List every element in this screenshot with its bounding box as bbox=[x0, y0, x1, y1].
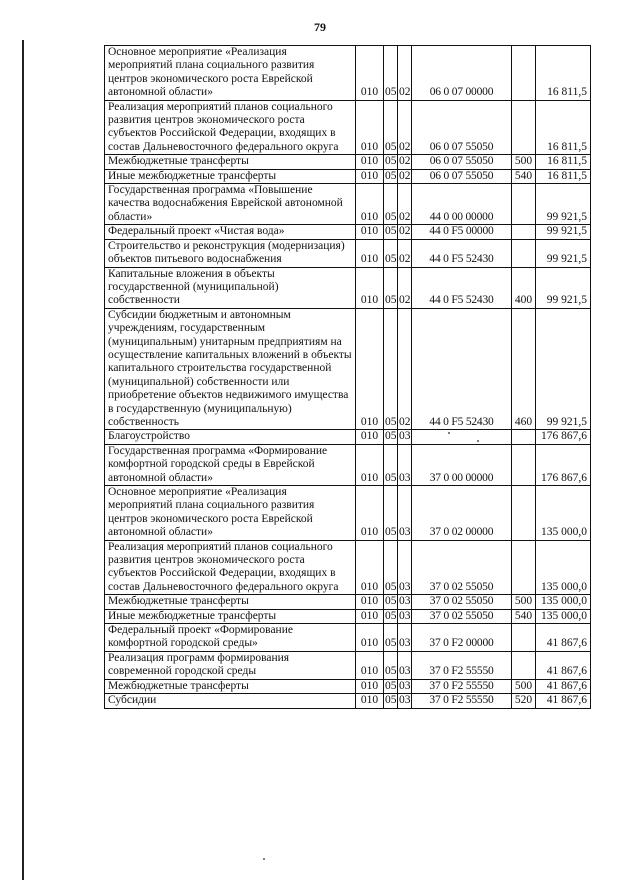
row-ved-code: 010 bbox=[356, 155, 384, 169]
row-section-code: 05 bbox=[385, 430, 397, 443]
row-name: Строительство и реконструкция (модернизация) объектов питьевого водоснабжения bbox=[105, 239, 356, 267]
row-expense-type: 500 bbox=[512, 155, 536, 169]
row-subsection-code: 02 bbox=[399, 225, 411, 238]
row-ved-code: 010 bbox=[356, 609, 384, 623]
row-name: Межбюджетные трансферты bbox=[105, 679, 356, 693]
row-name: Благоустройство bbox=[105, 430, 356, 444]
row-target-article: 44 0 F5 52430 bbox=[412, 308, 512, 430]
scan-speck bbox=[477, 440, 479, 442]
row-ved-code: 010 bbox=[356, 46, 384, 101]
row-target-article: 37 0 02 55050 bbox=[412, 609, 512, 623]
row-name: Иные межбюджетные трансферты bbox=[105, 169, 356, 183]
row-section-code: 05 bbox=[384, 651, 398, 679]
row-section-code: 05 bbox=[385, 694, 397, 707]
row-expense-type bbox=[512, 444, 536, 485]
row-section-code: 05 bbox=[385, 679, 397, 692]
row-subsection-code: 02 bbox=[398, 184, 412, 225]
row-expense-type: 540 bbox=[512, 609, 536, 623]
table-row bbox=[105, 595, 591, 609]
table-row bbox=[105, 155, 591, 169]
row-amount: 99 921,5 bbox=[536, 225, 591, 239]
row-subsection-code: 02 bbox=[398, 100, 412, 155]
row-amount: 135 000,0 bbox=[536, 595, 591, 609]
row-target-article: 37 0 00 00000 bbox=[412, 444, 512, 485]
table-row bbox=[105, 651, 591, 679]
scan-speck bbox=[448, 432, 450, 434]
row-amount: 135 000,0 bbox=[536, 540, 591, 595]
row-amount: 16 811,5 bbox=[536, 155, 591, 169]
row-ved-code: 010 bbox=[356, 267, 384, 308]
row-name: Реализация мероприятий планов социального развития центров экономического роста субъектов Российской Федерации, входящих в состав Дальневосточного федерального округа bbox=[105, 100, 356, 155]
row-ved-code: 010 bbox=[356, 444, 384, 485]
row-target-article: 37 0 F2 55550 bbox=[412, 679, 512, 693]
row-expense-type bbox=[512, 540, 536, 595]
row-target-article: 44 0 00 00000 bbox=[412, 184, 512, 225]
row-name: Основное мероприятие «Реализация мероприятий плана социального развития центров экономического роста Еврейской автономной области» bbox=[105, 46, 356, 101]
row-subsection-code: 03 bbox=[398, 444, 412, 485]
row-amount: 99 921,5 bbox=[536, 184, 591, 225]
row-target-article: 37 0 02 55050 bbox=[412, 595, 512, 609]
row-section-code: 05 bbox=[384, 239, 398, 267]
row-expense-type bbox=[512, 184, 536, 225]
row-amount: 41 867,6 bbox=[536, 624, 591, 652]
row-target-article: 06 0 07 55050 bbox=[412, 169, 512, 183]
row-ved-code: 010 bbox=[356, 225, 384, 239]
row-section-code: 05 bbox=[384, 46, 398, 101]
row-amount: 41 867,6 bbox=[536, 694, 591, 708]
row-target-article: 44 0 F5 52430 bbox=[412, 267, 512, 308]
row-amount: 135 000,0 bbox=[536, 609, 591, 623]
table-row bbox=[105, 430, 591, 444]
row-subsection-code: 03 bbox=[398, 486, 412, 541]
page-number: 79 bbox=[314, 20, 326, 34]
row-target-article: 06 0 07 55050 bbox=[412, 155, 512, 169]
row-expense-type bbox=[512, 624, 536, 652]
row-section-code: 05 bbox=[384, 540, 398, 595]
budget-table-body bbox=[105, 46, 591, 709]
row-target-article: 06 0 07 55050 bbox=[412, 100, 512, 155]
row-target-article: 37 0 02 55050 bbox=[412, 540, 512, 595]
row-section-code: 05 bbox=[384, 308, 398, 430]
row-section-code: 05 bbox=[385, 225, 397, 238]
row-target-article: 44 0 F5 52430 bbox=[412, 239, 512, 267]
row-subsection-code: 03 bbox=[398, 540, 412, 595]
row-name: Государственная программа «Формирование комфортной городской среды в Еврейской автономной области» bbox=[105, 444, 356, 485]
row-subsection-code: 03 bbox=[398, 651, 412, 679]
row-expense-type bbox=[512, 46, 536, 101]
table-row bbox=[105, 486, 591, 541]
row-ved-code: 010 bbox=[356, 624, 384, 652]
row-expense-type bbox=[512, 651, 536, 679]
table-row bbox=[105, 225, 591, 239]
table-row bbox=[105, 609, 591, 623]
row-ved-code: 010 bbox=[356, 595, 384, 609]
row-amount: 16 811,5 bbox=[536, 169, 591, 183]
row-name: Межбюджетные трансферты bbox=[105, 155, 356, 169]
row-amount: 176 867,6 bbox=[536, 444, 591, 485]
row-name: Государственная программа «Повышение качества водоснабжения Еврейской автономной области» bbox=[105, 184, 356, 225]
row-subsection-code: 02 bbox=[399, 169, 411, 182]
row-name: Федеральный проект «Чистая вода» bbox=[105, 225, 356, 239]
row-section-code: 05 bbox=[385, 595, 397, 608]
row-name: Субсидии бюджетным и автономным учреждениям, государственным (муниципальным) унитарным предприятиям на осуществление капитальных вложений в объекты капитального строительства государственной (муниципальной) собственности или приобретение объектов недвижимого имущества в государственную (муниципальную) собственность bbox=[105, 308, 356, 430]
row-expense-type: 400 bbox=[512, 267, 536, 308]
row-ved-code: 010 bbox=[356, 430, 384, 444]
table-row bbox=[105, 46, 591, 101]
row-section-code: 05 bbox=[384, 267, 398, 308]
row-amount: 99 921,5 bbox=[536, 239, 591, 267]
row-target-article: 37 0 F2 55550 bbox=[412, 651, 512, 679]
table-row bbox=[105, 169, 591, 183]
table-row bbox=[105, 184, 591, 225]
budget-table bbox=[104, 45, 591, 709]
row-name: Капитальные вложения в объекты государственной (муниципальной) собственности bbox=[105, 267, 356, 308]
row-section-code: 05 bbox=[384, 486, 398, 541]
row-amount: 41 867,6 bbox=[536, 679, 591, 693]
row-ved-code: 010 bbox=[356, 100, 384, 155]
row-expense-type: 460 bbox=[512, 308, 536, 430]
table-row bbox=[105, 267, 591, 308]
row-subsection-code: 03 bbox=[399, 609, 411, 622]
table-row bbox=[105, 624, 591, 652]
row-expense-type: 540 bbox=[512, 169, 536, 183]
row-ved-code: 010 bbox=[356, 239, 384, 267]
row-section-code: 05 bbox=[384, 184, 398, 225]
row-ved-code: 010 bbox=[356, 486, 384, 541]
row-amount: 16 811,5 bbox=[536, 46, 591, 101]
row-target-article: 37 0 F2 00000 bbox=[412, 624, 512, 652]
row-section-code: 05 bbox=[384, 624, 398, 652]
row-ved-code: 010 bbox=[356, 651, 384, 679]
row-subsection-code: 03 bbox=[399, 430, 411, 443]
row-section-code: 05 bbox=[384, 100, 398, 155]
table-row bbox=[105, 694, 591, 708]
row-amount: 99 921,5 bbox=[536, 308, 591, 430]
row-name: Реализация мероприятий планов социального развития центров экономического роста субъектов Российской Федерации, входящих в состав Дальневосточного федерального округа bbox=[105, 540, 356, 595]
table-row bbox=[105, 540, 591, 595]
row-target-article: 37 0 02 00000 bbox=[412, 486, 512, 541]
table-row bbox=[105, 100, 591, 155]
table-row bbox=[105, 444, 591, 485]
row-name: Реализация программ формирования современной городской среды bbox=[105, 651, 356, 679]
row-target-article: 06 0 07 00000 bbox=[412, 46, 512, 101]
row-amount: 41 867,6 bbox=[536, 651, 591, 679]
row-section-code: 05 bbox=[385, 169, 397, 182]
row-ved-code: 010 bbox=[356, 308, 384, 430]
row-name: Основное мероприятие «Реализация мероприятий плана социального развития центров экономического роста Еврейской автономной области» bbox=[105, 486, 356, 541]
row-expense-type bbox=[512, 100, 536, 155]
row-ved-code: 010 bbox=[356, 169, 384, 183]
row-ved-code: 010 bbox=[356, 184, 384, 225]
row-ved-code: 010 bbox=[356, 679, 384, 693]
row-expense-type: 500 bbox=[512, 679, 536, 693]
row-subsection-code: 02 bbox=[398, 267, 412, 308]
row-subsection-code: 03 bbox=[398, 624, 412, 652]
row-expense-type bbox=[512, 239, 536, 267]
row-subsection-code: 03 bbox=[399, 595, 411, 608]
row-expense-type bbox=[512, 225, 536, 239]
row-amount: 16 811,5 bbox=[536, 100, 591, 155]
row-subsection-code: 02 bbox=[399, 155, 411, 168]
row-amount: 135 000,0 bbox=[536, 486, 591, 541]
row-section-code: 05 bbox=[385, 155, 397, 168]
row-target-article bbox=[412, 430, 512, 444]
row-name: Иные межбюджетные трансферты bbox=[105, 609, 356, 623]
row-amount: 176 867,6 bbox=[536, 430, 591, 444]
row-ved-code: 010 bbox=[356, 540, 384, 595]
row-section-code: 05 bbox=[384, 444, 398, 485]
row-ved-code: 010 bbox=[356, 694, 384, 708]
row-subsection-code: 02 bbox=[398, 46, 412, 101]
row-target-article: 44 0 F5 00000 bbox=[412, 225, 512, 239]
row-subsection-code: 02 bbox=[398, 239, 412, 267]
row-section-code: 05 bbox=[385, 609, 397, 622]
table-row bbox=[105, 679, 591, 693]
row-target-article: 37 0 F2 55550 bbox=[412, 694, 512, 708]
row-subsection-code: 03 bbox=[399, 694, 411, 707]
row-expense-type bbox=[512, 430, 536, 444]
binding-margin-line bbox=[22, 40, 24, 880]
row-expense-type: 520 bbox=[512, 694, 536, 708]
scan-speck bbox=[263, 858, 265, 860]
table-row bbox=[105, 308, 591, 430]
row-name: Федеральный проект «Формирование комфортной городской среды» bbox=[105, 624, 356, 652]
row-subsection-code: 03 bbox=[399, 679, 411, 692]
row-expense-type: 500 bbox=[512, 595, 536, 609]
row-name: Субсидии bbox=[105, 694, 356, 708]
row-name: Межбюджетные трансферты bbox=[105, 595, 356, 609]
row-subsection-code: 02 bbox=[398, 308, 412, 430]
table-row bbox=[105, 239, 591, 267]
row-expense-type bbox=[512, 486, 536, 541]
row-amount: 99 921,5 bbox=[536, 267, 591, 308]
